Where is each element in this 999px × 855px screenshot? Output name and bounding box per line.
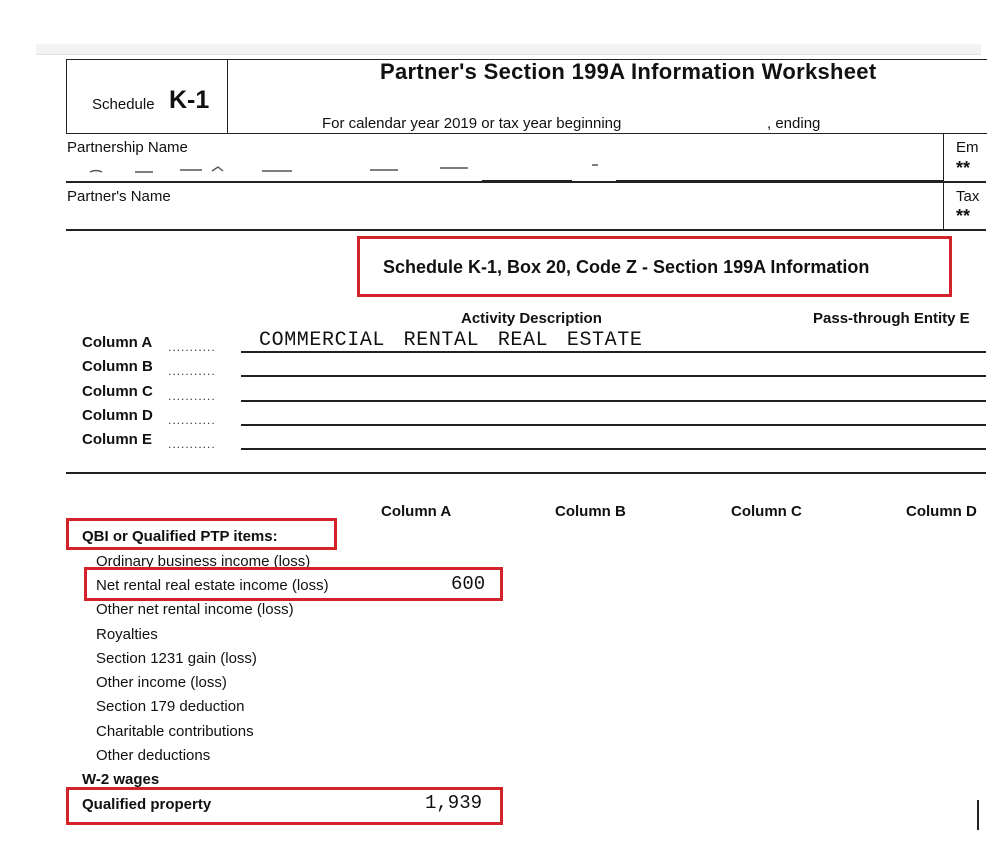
activity-line-e bbox=[241, 448, 986, 450]
charitable-contributions-label: Charitable contributions bbox=[96, 723, 254, 740]
leader-dots-d: ........... bbox=[168, 413, 216, 427]
net-rental-real-estate-value: 600 bbox=[451, 573, 486, 595]
qualified-property-label: Qualified property bbox=[82, 796, 212, 813]
royalties-label: Royalties bbox=[96, 626, 158, 643]
column-c-header: Column C bbox=[731, 503, 802, 520]
tax-id-value: ** bbox=[956, 206, 971, 226]
activity-row-label-d: Column D bbox=[82, 407, 153, 424]
tax-id-label: Tax bbox=[956, 188, 980, 205]
activity-line-a bbox=[241, 351, 986, 353]
activity-description-header: Activity Description bbox=[461, 310, 602, 327]
net-rental-real-estate-label: Net rental real estate income (loss) bbox=[96, 577, 329, 594]
qbi-heading: QBI or Qualified PTP items: bbox=[82, 528, 278, 545]
partnership-name-underline-2 bbox=[616, 180, 943, 181]
section-1231-gain-label: Section 1231 gain (loss) bbox=[96, 650, 257, 667]
activity-line-b bbox=[241, 375, 986, 377]
activity-line-c bbox=[241, 400, 986, 402]
page-title: Partner's Section 199A Information Worksheet bbox=[380, 59, 877, 84]
section-heading: Schedule K-1, Box 20, Code Z - Section 199A Information bbox=[383, 257, 870, 277]
leader-dots-b: ........... bbox=[168, 364, 216, 378]
scan-top-edge bbox=[36, 44, 981, 55]
partner-row-bottom bbox=[66, 229, 986, 231]
schedule-label: Schedule bbox=[92, 96, 155, 113]
leader-dots-e: ........... bbox=[168, 437, 216, 451]
employer-id-value: ** bbox=[956, 158, 971, 178]
other-income-label: Other income (loss) bbox=[96, 674, 227, 691]
other-net-rental-income-label: Other net rental income (loss) bbox=[96, 601, 294, 618]
header-divider bbox=[227, 59, 228, 133]
activity-row-label-a: Column A bbox=[82, 334, 153, 351]
calendar-year-line: For calendar year 2019 or tax year beginning bbox=[322, 115, 622, 132]
qualified-property-value: 1,939 bbox=[425, 792, 483, 814]
partnership-row-bottom bbox=[66, 181, 986, 183]
leader-dots-a: ........... bbox=[168, 340, 216, 354]
activity-row-label-c: Column C bbox=[82, 383, 153, 400]
pass-through-entity-header: Pass-through Entity E bbox=[813, 310, 970, 327]
employer-id-label: Em bbox=[956, 139, 979, 156]
column-d-header: Column D bbox=[906, 503, 977, 520]
other-deductions-label: Other deductions bbox=[96, 747, 211, 764]
section-divider bbox=[66, 472, 986, 474]
leader-dots-c: ........... bbox=[168, 389, 216, 403]
partnership-name-label: Partnership Name bbox=[67, 139, 188, 156]
activity-line-d bbox=[241, 424, 986, 426]
scan-edge-mark bbox=[977, 800, 979, 830]
activity-description-a: COMMERCIAL RENTAL REAL ESTATE bbox=[259, 329, 643, 352]
activity-row-label-e: Column E bbox=[82, 431, 152, 448]
ending-label: , ending bbox=[767, 115, 821, 132]
column-b-header: Column B bbox=[555, 503, 626, 520]
w2-wages-label: W-2 wages bbox=[82, 771, 160, 788]
column-a-header: Column A bbox=[381, 503, 452, 520]
redacted-partnership-name bbox=[80, 160, 620, 176]
section-179-deduction-label: Section 179 deduction bbox=[96, 698, 245, 715]
activity-row-label-b: Column B bbox=[82, 358, 153, 375]
schedule-code: K-1 bbox=[169, 86, 210, 114]
partner-name-label: Partner's Name bbox=[67, 188, 171, 205]
ordinary-business-income-label: Ordinary business income (loss) bbox=[96, 553, 311, 570]
